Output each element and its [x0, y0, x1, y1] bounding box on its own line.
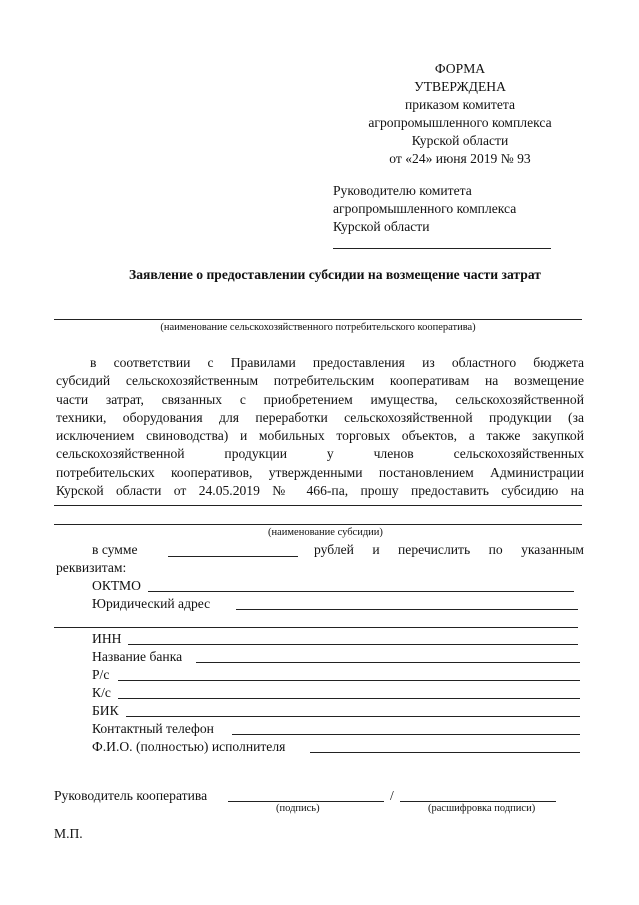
bank-name-label: Название банка	[92, 649, 183, 664]
sum-prefix: в сумме	[92, 542, 138, 557]
addressee-line-2: агропромышленного комплекса	[333, 201, 517, 216]
legal-address-label: Юридический адрес	[92, 596, 211, 611]
paragraph-line: субсидий сельскохозяйственным потребительским кооперативам на возмещение	[56, 373, 584, 389]
addressee-block	[333, 182, 516, 236]
executor-field-line[interactable]	[310, 752, 580, 753]
sum-suffix: рублей и перечислить по указанным	[314, 542, 584, 557]
coop-name-caption: (наименование сельскохозяйственного потребительского кооператива)	[160, 322, 476, 333]
stamp-place-label: М.П.	[54, 826, 83, 841]
sum-requisites: реквизитам:	[56, 560, 127, 575]
rs-field-line[interactable]	[118, 680, 580, 681]
signature-decode-caption: (расшифровка подписи)	[428, 803, 536, 814]
signature-label: Руководитель кооператива	[54, 788, 208, 803]
main-paragraph	[56, 354, 584, 500]
header-line-region: Курской области	[411, 133, 509, 148]
signature-caption: (подпись)	[276, 803, 320, 814]
addressee-name-line[interactable]	[333, 248, 551, 249]
ks-field-line[interactable]	[118, 698, 580, 699]
oktmo-field-line[interactable]	[148, 591, 574, 592]
rs-label: Р/с	[92, 667, 110, 682]
signature-decode-line[interactable]	[400, 801, 556, 802]
sum-amount-line[interactable]	[168, 556, 298, 557]
subsidy-name-line-1[interactable]	[54, 505, 582, 506]
addressee-line-3: Курской области	[333, 219, 430, 234]
header-line-approved: УТВЕРЖДЕНА	[414, 79, 506, 94]
phone-label: Контактный телефон	[92, 721, 214, 736]
document-title: Заявление о предоставлении субсидии на возмещение части затрат	[129, 267, 541, 282]
header-line-complex: агропромышленного комплекса	[368, 115, 552, 130]
approval-header	[300, 60, 620, 168]
header-line-order: приказом комитета	[404, 97, 516, 112]
paragraph-line: в соответствии с Правилами предоставления из областного бюджета	[90, 355, 584, 370]
legal-address-field-line[interactable]	[236, 609, 578, 610]
subsidy-name-line-2[interactable]	[54, 524, 582, 525]
coop-name-line[interactable]	[54, 319, 582, 320]
addressee-line-1: Руководителю комитета	[333, 183, 472, 198]
subsidy-caption: (наименование субсидии)	[268, 527, 383, 538]
signature-line[interactable]	[228, 801, 384, 802]
paragraph-line: потребительских кооперативов, утвержденными постановлением Администрации	[56, 464, 584, 480]
legal-address-field-line-2[interactable]	[54, 627, 578, 628]
phone-field-line[interactable]	[232, 734, 580, 735]
ks-label: К/с	[92, 685, 111, 700]
paragraph-line: Курской области от 24.05.2019 № 466-па, прошу предоставить субсидию на	[56, 483, 584, 499]
oktmo-label: ОКТМО	[92, 578, 141, 593]
executor-label: Ф.И.О. (полностью) исполнителя	[92, 739, 286, 754]
bik-field-line[interactable]	[126, 716, 580, 717]
signature-separator: /	[390, 788, 394, 803]
paragraph-line: исключением свиноводства) и мобильных торговых объектов, а также закупкой	[56, 428, 584, 444]
header-line-form: ФОРМА	[434, 61, 486, 76]
inn-field-line[interactable]	[128, 644, 578, 645]
paragraph-line: сельскохозяйственной продукции у членов сельскохозяйственных	[56, 446, 584, 462]
header-line-date: от «24» июня 2019 № 93	[389, 151, 531, 166]
inn-label: ИНН	[92, 631, 122, 646]
bank-name-field-line[interactable]	[196, 662, 580, 663]
bik-label: БИК	[92, 703, 119, 718]
paragraph-line: части затрат, связанных с приобретением имущества, сельскохозяйственной	[56, 391, 584, 407]
paragraph-line: техники, оборудования для переработки сельскохозяйственной продукции (за	[56, 409, 584, 425]
